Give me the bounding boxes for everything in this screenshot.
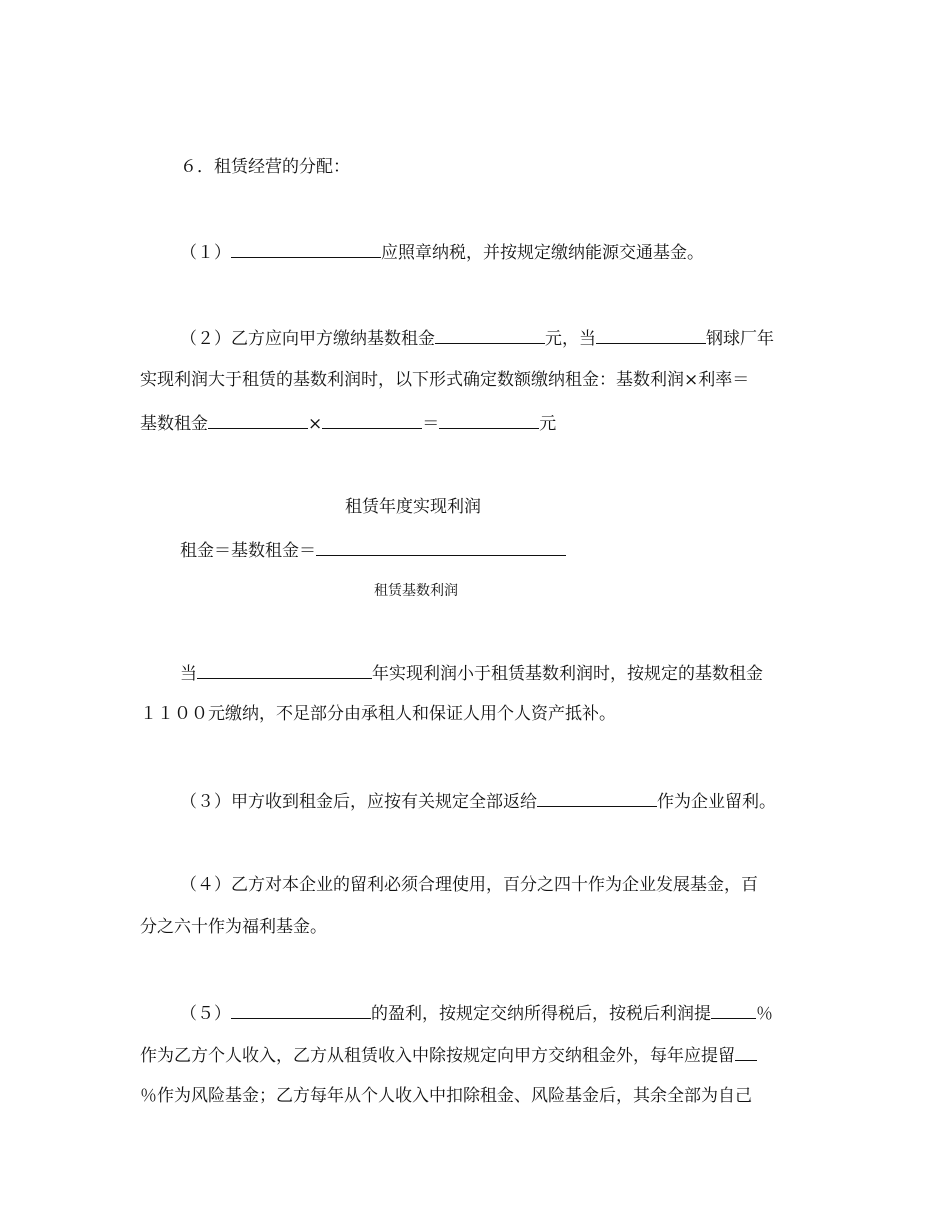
blank-field xyxy=(537,790,657,807)
p5-text: 的盈利，按规定交纳所得税后，按税后利润提 xyxy=(371,1004,711,1024)
multiply-sign: × xyxy=(308,414,323,434)
pw-text: 当 xyxy=(180,664,197,684)
blank-field xyxy=(231,241,381,258)
paragraph-when-line-1 xyxy=(180,662,763,684)
p5-text: 作为乙方个人收入，乙方从租赁收入中除按规定向甲方交纳租金外，每年应提留 xyxy=(140,1046,735,1066)
p2-text: 基数租金 xyxy=(140,414,208,434)
fraction-bar xyxy=(316,539,566,556)
paragraph-2-line-3 xyxy=(140,412,556,434)
p3-suffix: 作为企业留利。 xyxy=(657,792,776,812)
paragraph-when-line-2: １１００元缴纳，不足部分由承租人和保证人用个人资产抵补。 xyxy=(140,704,616,724)
blank-field xyxy=(231,1002,371,1019)
p1-prefix: （１） xyxy=(180,243,231,263)
blank-field xyxy=(435,327,545,344)
p2-text: 元 xyxy=(539,414,557,434)
paragraph-4-line-2: 分之六十作为福利基金。 xyxy=(140,917,327,937)
section-title: ６．租赁经营的分配： xyxy=(180,157,350,177)
paragraph-2-line-1 xyxy=(180,327,774,349)
blank-field xyxy=(197,662,372,679)
paragraph-4-line-1: （４）乙方对本企业的留利必须合理使用，百分之四十作为企业发展基金，百 xyxy=(180,875,758,895)
p1-suffix: 应照章纳税，并按规定缴纳能源交通基金。 xyxy=(381,243,704,263)
paragraph-5-line-2 xyxy=(140,1044,757,1066)
formula-denominator: 租赁基数利润 xyxy=(374,583,458,599)
percent-sign: ％ xyxy=(756,1004,773,1024)
blank-field xyxy=(735,1044,757,1061)
p2-text: 元，当 xyxy=(545,329,596,349)
pw-text: 年实现利润小于租赁基数利润时，按规定的基数租金 xyxy=(372,664,763,684)
blank-field xyxy=(596,327,706,344)
paragraph-1 xyxy=(180,241,704,263)
p5-text: （５） xyxy=(180,1004,231,1024)
paragraph-3 xyxy=(180,790,776,812)
p2-text: 钢球厂年 xyxy=(706,329,774,349)
p2-text: （２）乙方应向甲方缴纳基数租金 xyxy=(180,329,435,349)
formula-left: 租金＝基数租金＝ xyxy=(180,541,316,561)
paragraph-5-line-1 xyxy=(180,1002,773,1024)
paragraph-5-line-3: ％作为风险基金；乙方每年从个人收入中扣除租金、风险基金后，其余全部为自己 xyxy=(140,1086,752,1106)
blank-field xyxy=(208,412,308,429)
blank-field xyxy=(322,412,422,429)
blank-field xyxy=(439,412,539,429)
paragraph-2-line-2: 实现利润大于租赁的基数利润时，以下形式确定数额缴纳租金：基数利润×利率＝ xyxy=(140,370,750,390)
blank-field xyxy=(711,1002,756,1019)
equals-sign: ＝ xyxy=(422,414,440,434)
formula-numerator: 租赁年度实现利润 xyxy=(345,497,481,517)
p3-prefix: （３）甲方收到租金后，应按有关规定全部返给 xyxy=(180,792,537,812)
formula-line xyxy=(180,539,566,561)
